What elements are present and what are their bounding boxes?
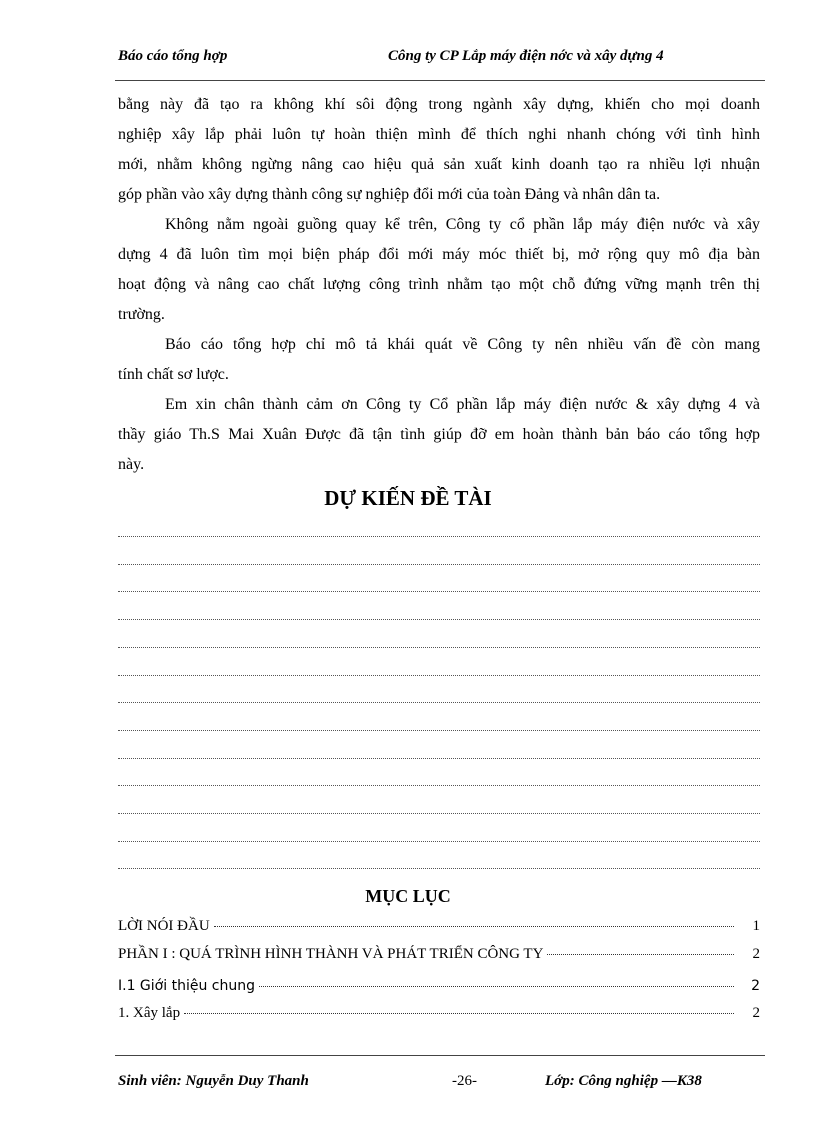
- header-right: Công ty CP Lắp máy điện nớc và xây dựng 4: [388, 48, 664, 64]
- topic-title: DỰ KIẾN ĐỀ TÀI: [324, 486, 492, 510]
- dotted-line: [118, 591, 760, 592]
- toc-leader: [184, 1013, 734, 1014]
- toc-page: 2: [751, 978, 760, 994]
- body-line: dựng 4 đã luôn tìm mọi biện pháp đổi mới máy móc thiết bị, mở rộng quy mô địa bàn: [118, 246, 760, 263]
- header-rule: [115, 80, 765, 81]
- toc-leader: [547, 954, 734, 955]
- body-line: Không nằm ngoài guồng quay kể trên, Công ty cổ phần lắp máy điện nước và xây: [165, 216, 760, 233]
- dotted-line: [118, 619, 760, 620]
- toc-label: I.1 Giới thiệu chung: [118, 978, 255, 994]
- toc-leader: [214, 926, 734, 927]
- toc-leader: [259, 986, 734, 987]
- dotted-line: [118, 536, 760, 537]
- body-line: Báo cáo tổng hợp chỉ mô tả khái quát về Công ty nên nhiều vấn đề còn mang: [165, 336, 760, 353]
- dotted-line: [118, 564, 760, 565]
- body-line: này.: [118, 456, 145, 473]
- toc-label: LỜI NÓI ĐẦU: [118, 918, 210, 934]
- dotted-line: [118, 730, 760, 731]
- toc-entry[interactable]: [118, 978, 760, 994]
- body-line: góp phần vào xây dựng thành công sự nghiệp đổi mới của toàn Đảng và nhân dân ta.: [118, 186, 661, 203]
- dotted-line: [118, 841, 760, 842]
- toc-entry[interactable]: [118, 946, 760, 963]
- body-line: nghiệp xây lắp phải luôn tự hoàn thiện mình để thích nghi nhanh chóng với tình hình: [118, 126, 760, 143]
- toc-label: 1. Xây lắp: [118, 1005, 181, 1021]
- body-line: hoạt động và nâng cao chất lượng công trình nhằm tạo một chỗ đứng vững mạnh trên thị: [118, 276, 760, 293]
- dotted-line: [118, 675, 760, 676]
- toc-title: MỤC LỤC: [365, 886, 451, 906]
- body-line: Em xin chân thành cảm ơn Công ty Cổ phần lắp máy điện nước & xây dựng 4 và: [165, 396, 760, 413]
- body-line: thầy giáo Th.S Mai Xuân Được đã tận tình giúp đỡ em hoàn thành bản báo cáo tổng hợp: [118, 426, 760, 443]
- dotted-line: [118, 702, 760, 703]
- toc-entry[interactable]: [118, 918, 760, 935]
- toc-entry[interactable]: [118, 1005, 760, 1022]
- body-line: mới, nhằm không ngừng nâng cao hiệu quả sản xuất kinh doanh tạo ra nhiều lợi nhuận: [118, 156, 760, 173]
- dotted-line: [118, 647, 760, 648]
- toc-label: PHẦN I : QUÁ TRÌNH HÌNH THÀNH VÀ PHÁT TRIỂN CÔNG TY: [118, 946, 544, 962]
- toc-page: 2: [752, 946, 760, 962]
- dotted-line: [118, 785, 760, 786]
- dotted-line: [118, 758, 760, 759]
- footer-class: Lớp: Công nghiệp —K38: [545, 1073, 702, 1089]
- body-line: trường.: [118, 306, 165, 323]
- dotted-line: [118, 868, 760, 869]
- footer-student: Sinh viên: Nguyễn Duy Thanh: [118, 1073, 309, 1089]
- page-number: -26-: [452, 1073, 477, 1089]
- header-left: Báo cáo tổng hợp: [118, 48, 228, 64]
- body-line: bằng này đã tạo ra không khí sôi động trong ngành xây dựng, khiến cho mọi doanh: [118, 96, 760, 113]
- toc-page: 2: [752, 1005, 760, 1021]
- toc-page: 1: [752, 918, 760, 934]
- body-line: tính chất sơ lược.: [118, 366, 229, 383]
- footer-rule: [115, 1055, 765, 1056]
- dotted-line: [118, 813, 760, 814]
